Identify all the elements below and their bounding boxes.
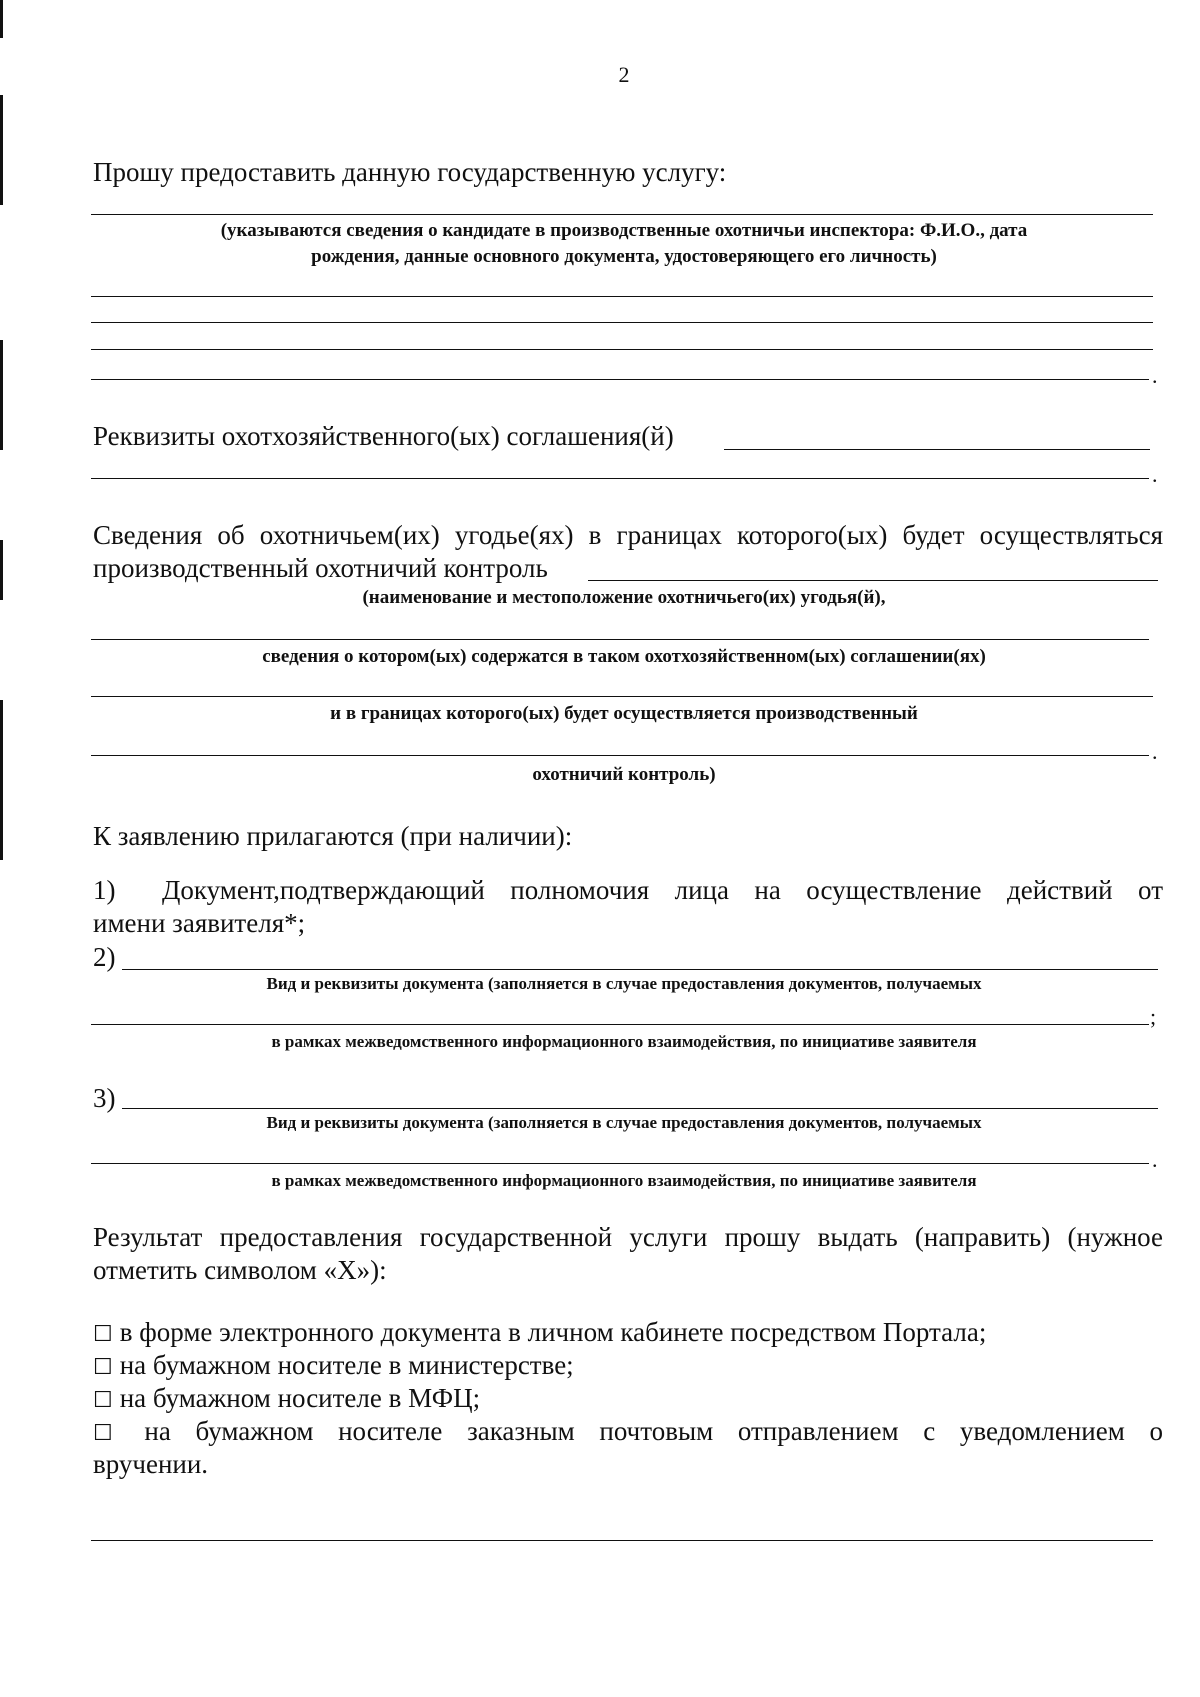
scan-edge-mark [0, 700, 3, 860]
period-mark: . [1152, 462, 1158, 487]
candidate-input-line[interactable] [91, 349, 1153, 350]
period-mark: . [1152, 363, 1158, 388]
hunting-input-line[interactable] [588, 580, 1158, 581]
option-ministry[interactable] [93, 1348, 574, 1385]
hunting-input-line[interactable] [91, 755, 1149, 756]
item-2-input-line[interactable] [122, 969, 1158, 970]
hunting-note-line-4: охотничий контроль) [532, 764, 716, 785]
agreement-label: Реквизиты охотхозяйственного(ых) соглашения(й) [93, 421, 674, 451]
option-mail[interactable] [93, 1414, 1163, 1451]
hunting-text-line-2: производственный охотничий контроль [93, 553, 548, 583]
attachments-heading: К заявлению прилагаются (при наличии): [93, 821, 573, 851]
item-1-number: 1) [93, 875, 116, 905]
item-2-number: 2) [93, 942, 116, 972]
candidate-input-line[interactable] [91, 379, 1149, 380]
item-3-note-line-2: в рамках межведомственного информационного взаимодействия, по инициативе заявителя [271, 1171, 977, 1190]
period-mark: . [1152, 739, 1158, 764]
agreement-input-line[interactable] [724, 449, 1150, 450]
hunting-note-line-2: сведения о котором(ых) содержатся в таком охотхозяйственном(ых) соглашении(ях) [262, 646, 986, 667]
page-number: 2 [618, 62, 630, 87]
item-1-text-line-1: Документ,подтверждающий полномочия лица на осуществление действий от [162, 875, 1163, 905]
item-3-input-line[interactable] [122, 1108, 1158, 1109]
option-label: на бумажном носителе в МФЦ; [119, 1383, 481, 1413]
hunting-input-line[interactable] [91, 696, 1153, 697]
candidate-note-line-1: (указываются сведения о кандидате в производственные охотничьи инспектора: Ф.И.О., дата [220, 220, 1028, 241]
scan-edge-mark [0, 340, 3, 450]
checkbox-icon[interactable]: ☐ [93, 1388, 113, 1413]
item-3-note-line-1: Вид и реквизиты документа (заполняется в случае предоставления документов, получаемых [266, 1113, 982, 1132]
footer-rule [91, 1540, 1153, 1541]
item-2-input-line[interactable] [91, 1024, 1149, 1025]
period-mark: . [1152, 1147, 1158, 1172]
item-3-input-line[interactable] [91, 1163, 1149, 1164]
item-1-text-line-2: имени заявителя*; [93, 908, 306, 938]
hunting-note-line-3: и в границах которого(ых) будет осуществляется производственный [330, 703, 918, 724]
result-text-line-2: отметить символом «Х»): [93, 1255, 387, 1285]
agreement-input-line[interactable] [91, 478, 1149, 479]
item-2-note-line-1: Вид и реквизиты документа (заполняется в случае предоставления документов, получаемых [266, 974, 982, 993]
candidate-note-line-2: рождения, данные основного документа, удостоверяющего его личность) [311, 246, 937, 267]
option-label: на бумажном носителе заказным почтовым отправлением с уведомлением о [144, 1416, 1163, 1446]
semicolon-mark: ; [1150, 1004, 1157, 1029]
candidate-input-line[interactable] [91, 322, 1153, 323]
option-label: в форме электронного документа в личном кабинете посредством Портала; [119, 1317, 987, 1347]
scan-edge-mark [0, 0, 3, 38]
option-mail-line-2: вручении. [93, 1449, 209, 1479]
item-2-note-line-2: в рамках межведомственного информационного взаимодействия, по инициативе заявителя [271, 1032, 977, 1051]
candidate-input-line[interactable] [91, 214, 1153, 215]
checkbox-icon[interactable]: ☐ [93, 1421, 113, 1446]
option-label: на бумажном носителе в министерстве; [119, 1350, 574, 1380]
hunting-input-line[interactable] [91, 639, 1149, 640]
candidate-input-line[interactable] [91, 296, 1153, 297]
scan-edge-mark [0, 95, 3, 205]
scan-edge-mark [0, 540, 3, 600]
option-mfc[interactable] [93, 1381, 480, 1418]
checkbox-icon[interactable]: ☐ [93, 1355, 113, 1380]
option-electronic[interactable] [93, 1315, 986, 1352]
hunting-text-line-1: Сведения об охотничьем(их) угодье(ях) в границах которого(ых) будет осуществляться [93, 520, 1163, 550]
item-3-number: 3) [93, 1083, 116, 1113]
request-text: Прошу предоставить данную государственную услугу: [93, 157, 727, 187]
result-text-line-1: Результат предоставления государственной услуги прошу выдать (направить) (нужное [93, 1222, 1163, 1252]
hunting-note-line-1: (наименование и местоположение охотничьего(их) угодья(й), [362, 587, 886, 608]
checkbox-icon[interactable]: ☐ [93, 1322, 113, 1347]
